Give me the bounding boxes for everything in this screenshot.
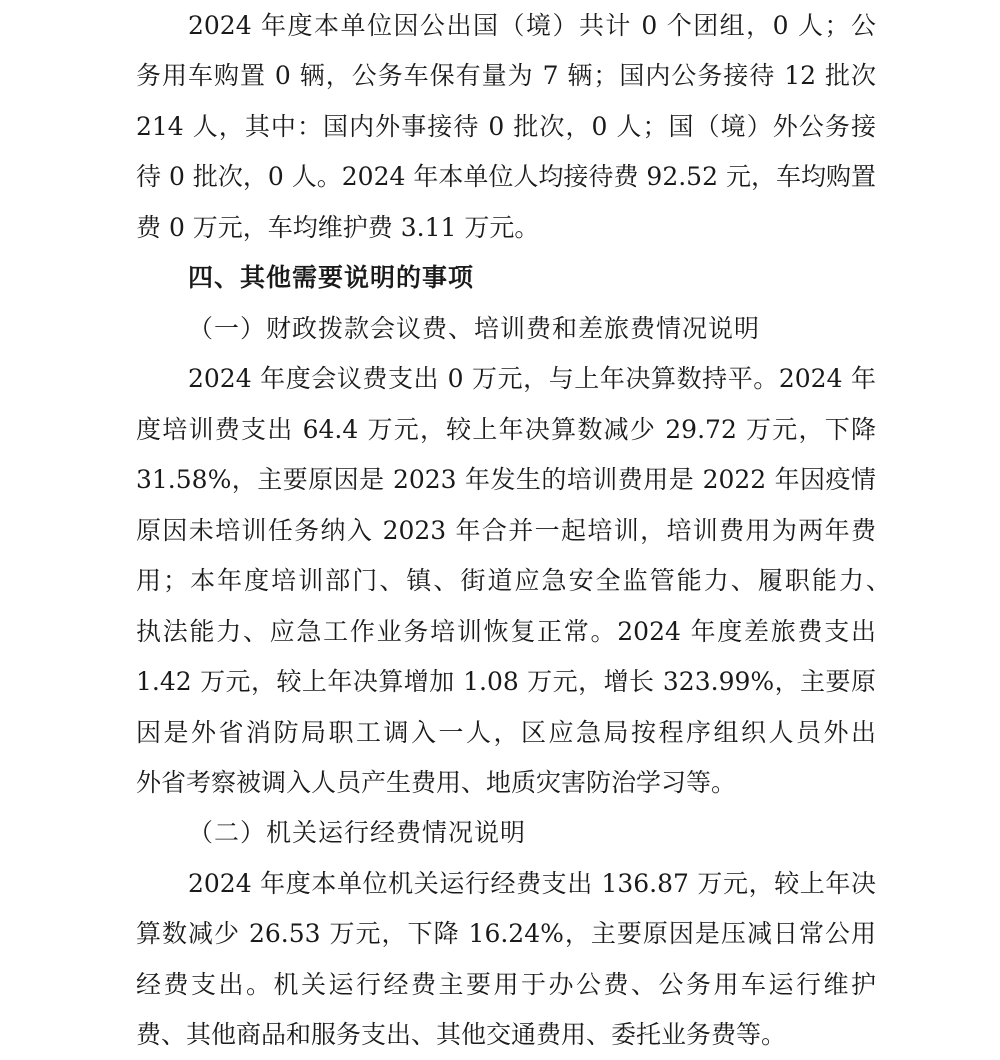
paragraph-3-line-3: 经费支出。机关运行经费主要用于办公费、公务用车运行维护 [136, 970, 876, 999]
paragraph-1-line-5: 费 0 万元，车均维护费 3.11 万元。 [136, 213, 540, 242]
paragraph-2-line-8: 因是外省消防局职工调入一人，区应急局按程序组织人员外出 [136, 718, 876, 747]
paragraph-2-line-2: 度培训费支出 64.4 万元，较上年决算数减少 29.72 万元，下降 [136, 415, 876, 444]
section-heading: 四、其他需要说明的事项 [188, 263, 475, 292]
paragraph-2-line-9: 外省考察被调入人员产生费用、地质灾害防治学习等。 [136, 768, 737, 797]
paragraph-2-line-1: 2024 年度会议费支出 0 万元，与上年决算数持平。2024 年 [188, 364, 876, 393]
paragraph-1-line-3: 214 人，其中：国内外事接待 0 批次，0 人；国（境）外公务接 [136, 112, 876, 141]
subheading-2: （二）机关运行经费情况说明 [188, 818, 527, 847]
paragraph-1-line-1: 2024 年度本单位因公出国（境）共计 0 个团组，0 人；公 [188, 11, 876, 40]
paragraph-2-line-7: 1.42 万元，较上年决算增加 1.08 万元，增长 323.99%，主要原 [136, 667, 876, 696]
paragraph-3-line-2: 算数减少 26.53 万元，下降 16.24%，主要原因是压减日常公用 [136, 919, 876, 948]
paragraph-2-line-3: 31.58%，主要原因是 2023 年发生的培训费用是 2022 年因疫情 [136, 465, 876, 494]
paragraph-2-line-6: 执法能力、应急工作业务培训恢复正常。2024 年度差旅费支出 [136, 617, 876, 646]
paragraph-3-line-4: 费、其他商品和服务支出、其他交通费用、委托业务费等。 [136, 1020, 787, 1049]
paragraph-3-line-1: 2024 年度本单位机关运行经费支出 136.87 万元，较上年决 [188, 869, 876, 898]
paragraph-1-line-2: 务用车购置 0 辆，公务车保有量为 7 辆；国内公务接待 12 批次 [136, 61, 876, 90]
paragraph-1-line-4: 待 0 批次，0 人。2024 年本单位人均接待费 92.52 元，车均购置 [136, 162, 876, 191]
paragraph-2-line-5: 用；本年度培训部门、镇、街道应急安全监管能力、履职能力、 [136, 566, 891, 595]
paragraph-2-line-4: 原因未培训任务纳入 2023 年合并一起培训，培训费用为两年费 [136, 516, 876, 545]
subheading-1: （一）财政拨款会议费、培训费和差旅费情况说明 [188, 314, 761, 343]
